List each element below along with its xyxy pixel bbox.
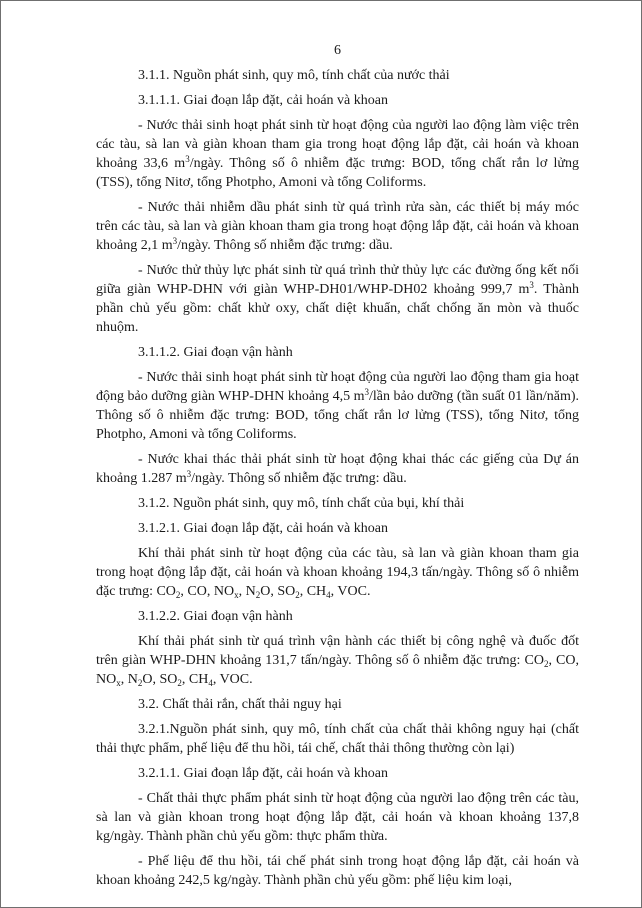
heading-3-1-1-2: 3.1.1.2. Giai đoạn vận hành: [138, 345, 293, 360]
heading-3-1-1: 3.1.1. Nguồn phát sinh, quy mô, tính chất của nước thải: [138, 68, 450, 83]
page-content: [96, 41, 579, 896]
heading-3-1-2-2: 3.1.2.2. Giai đoạn vận hành: [138, 609, 293, 624]
paragraph-emissions-installation: Khí thải phát sinh từ hoạt động của các tàu, sà lan và giàn khoan tham gia trong hoạt động lắp đặt, cải hoán và khoan khoảng 194,3 tấn/ngày. Thông số ô nhiễm đặc trưng: $CO_2$, CO, $NO_x$, $N_2O$, $SO_2$, $CH_4$, VOC.: [96, 546, 579, 600]
heading-3-1-1-1: 3.1.1.1. Giai đoạn lắp đặt, cải hoán và khoan: [138, 93, 388, 108]
paragraph-emissions-operation: Khí thải phát sinh từ quá trình vận hành các thiết bị công nghệ và đuốc đốt trên giàn WHP-DHN khoảng 131,7 tấn/ngày. Thông số ô nhiễm đặc trưng: $CO_2$, CO, $NO_x$, $N_2O$, $SO_2$, $CH_4$, VOC.: [96, 634, 579, 688]
paragraph-scrap-recycling: - Phế liệu để thu hồi, tái chế phát sinh trong hoạt động lắp đặt, cải hoán và khoan khoảng 242,5 kg/ngày. Thành phần chủ yếu gồm: phế liệu kim loại,: [96, 854, 579, 888]
paragraph-domestic-wastewater-operation: - Nước thải sinh hoạt phát sinh từ hoạt động của người lao động tham gia hoạt động bảo dưỡng giàn WHP-DHN khoảng 4,5 $m^3$/lần bảo dưỡng (tần suất 01 lần/năm). Thông số ô nhiễm đặc trưng: BOD, tổng chất rắn lơ lửng (TSS), tổng Nitơ, tổng Photpho, Amoni và tổng Coliforms.: [96, 370, 579, 442]
paragraph-3-2-1-non-hazardous-waste: 3.2.1.Nguồn phát sinh, quy mô, tính chất của chất thải không nguy hại (chất thải thực phẩm, phế liệu để thu hồi, tái chế, chất thải thông thường còn lại): [96, 722, 579, 756]
paragraph-food-waste: - Chất thải thực phẩm phát sinh từ hoạt động của người lao động trên các tàu, sà lan và giàn khoan trong hoạt động lắp đặt, cải hoán và khoan khoảng 137,8 kg/ngày. Thành phần chủ yếu gồm: thực phẩm thừa.: [96, 791, 579, 844]
heading-3-1-2-1: 3.1.2.1. Giai đoạn lắp đặt, cải hoán và khoan: [138, 521, 388, 536]
heading-3-1-2: 3.1.2. Nguồn phát sinh, quy mô, tính chất của bụi, khí thải: [138, 496, 465, 511]
heading-3-2-1-1: 3.2.1.1. Giai đoạn lắp đặt, cải hoán và khoan: [138, 766, 388, 781]
paragraph-hydrotest-water: - Nước thử thủy lực phát sinh từ quá trình thử thủy lực các đường ống kết nối giữa giàn WHP-DHN với giàn WHP-DH01/WHP-DH02 khoảng 999,7 $m^3$. Thành phần chủ yếu gồm: chất khử oxy, chất diệt khuẩn, chất chống ăn mòn và thuốc nhuộm.: [96, 263, 579, 335]
paragraph-produced-water: - Nước khai thác thải phát sinh từ hoạt động khai thác các giếng của Dự án khoảng 1.287 $m^3$/ngày. Thông số nhiễm đặc trưng: dầu.: [96, 452, 579, 486]
paragraph-oily-wastewater: - Nước thải nhiễm dầu phát sinh từ quá trình rửa sàn, các thiết bị máy móc trên các tàu, sà lan và giàn khoan tham gia trong hoạt động lắp đặt, cải hoán và khoan khoảng 2,1 $m^3$/ngày. Thông số nhiễm đặc trưng: dầu.: [96, 200, 579, 253]
page-number: 6: [334, 43, 341, 58]
heading-3-2: 3.2. Chất thải rắn, chất thải nguy hại: [138, 697, 342, 712]
paragraph-domestic-wastewater-installation: - Nước thải sinh hoạt phát sinh từ hoạt động của người lao động làm việc trên các tàu, sà lan và giàn khoan tham gia trong hoạt động lắp đặt, cải hoán và khoan khoảng 33,6 $m^3$/ngày. Thông số ô nhiễm đặc trưng: BOD, tổng chất rắn lơ lửng (TSS), tổng Nitơ, tổng Photpho, Amoni và tổng Coliforms.: [96, 118, 579, 190]
